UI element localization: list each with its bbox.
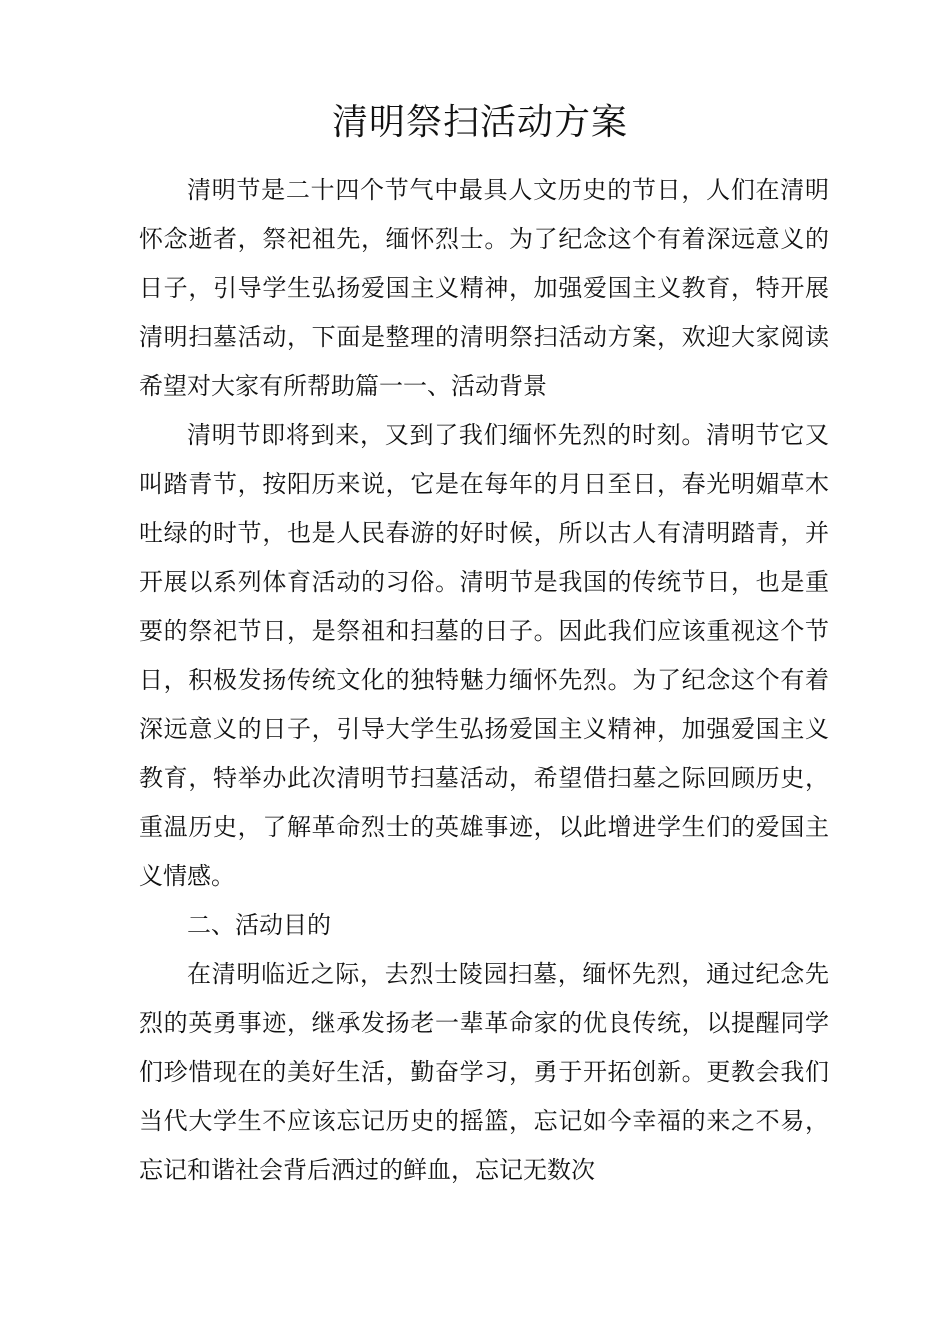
document-body: [139, 166, 829, 1195]
section-heading-purpose: 二、活动目的: [187, 911, 331, 939]
paragraph-purpose: 在清明临近之际，去烈士陵园扫墓，缅怀先烈，通过纪念先烈的英勇事迹，继承发扬老一辈革命家的优良传统，以提醒同学们珍惜现在的美好生活，勤奋学习，勇于开拓创新。更教会我们当代大学生不应该忘记历史的摇篮，忘记如今幸福的来之不易，忘记和谐社会背后洒过的鲜血，忘记无数次: [139, 960, 829, 1184]
document-title: 清明祭扫活动方案: [331, 102, 628, 143]
paragraph-background: 清明节即将到来，又到了我们缅怀先烈的时刻。清明节它又叫踏青节，按阳历来说，它是在每年的月日至日，春光明媚草木吐绿的时节，也是人民春游的好时候，所以古人有清明踏青，并开展以系列体育活动的习俗。清明节是我国的传统节日，也是重要的祭祀节日，是祭祖和扫墓的日子。因此我们应该重视这个节日，积极发扬传统文化的独特魅力缅怀先烈。为了纪念这个有着深远意义的日子，引导大学生弘扬爱国主义精神，加强爱国主义教育，特举办此次清明节扫墓活动，希望借扫墓之际回顾历史，重温历史，了解革命烈士的英雄事迹，以此增进学生们的爱国主义情感。: [139, 421, 829, 890]
paragraph-intro: 清明节是二十四个节气中最具人文历史的节日，人们在清明怀念逝者，祭祀祖先，缅怀烈士。为了纪念这个有着深远意义的日子，引导学生弘扬爱国主义精神，加强爱国主义教育，特开展清明扫墓活动，下面是整理的清明祭扫活动方案，欢迎大家阅读希望对大家有所帮助篇一一、活动背景: [139, 176, 829, 400]
